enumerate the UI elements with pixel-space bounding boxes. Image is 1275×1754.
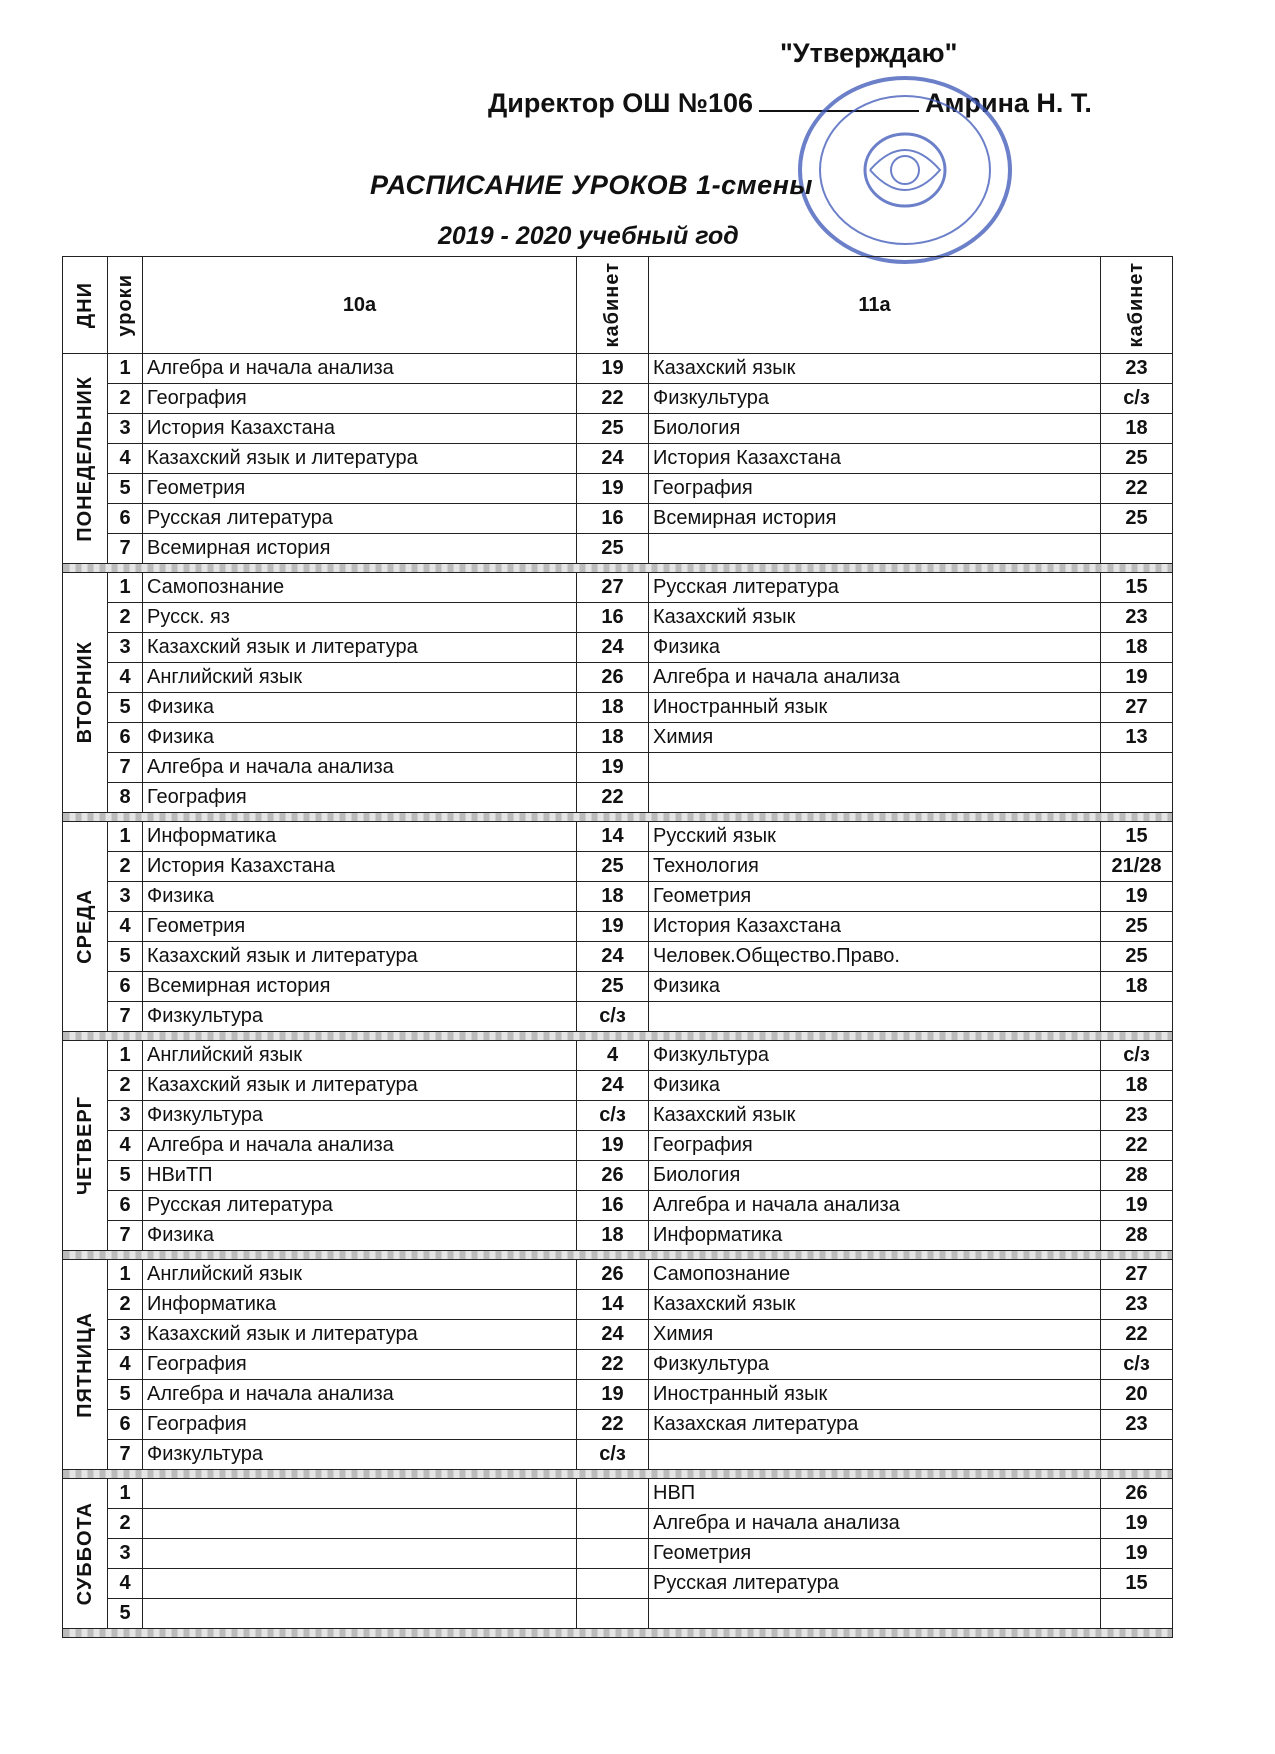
subject-10a: Информатика [143, 822, 577, 852]
subject-10a: Физкультура [143, 1440, 577, 1470]
room-11a [1101, 534, 1173, 564]
table-row [63, 1290, 1173, 1320]
table-row [63, 633, 1173, 663]
room-10a: 22 [577, 384, 649, 414]
table-row [63, 1101, 1173, 1131]
room-10a: 25 [577, 414, 649, 444]
lesson-number: 7 [108, 1440, 143, 1470]
day-separator [63, 1470, 1173, 1479]
table-row [63, 693, 1173, 723]
subject-10a: Русская литература [143, 1191, 577, 1221]
lesson-number: 4 [108, 1569, 143, 1599]
room-10a [577, 1539, 649, 1569]
room-10a: 4 [577, 1041, 649, 1071]
room-11a: 25 [1101, 942, 1173, 972]
table-row [63, 1440, 1173, 1470]
table-row [63, 1569, 1173, 1599]
subject-11a: Физика [649, 1071, 1101, 1101]
lesson-number: 7 [108, 1221, 143, 1251]
room-11a: 28 [1101, 1161, 1173, 1191]
table-row [63, 663, 1173, 693]
subject-10a [143, 1479, 577, 1509]
room-10a [577, 1509, 649, 1539]
table-row [63, 414, 1173, 444]
subject-11a: Иностранный язык [649, 1380, 1101, 1410]
lesson-number: 5 [108, 693, 143, 723]
room-10a: 22 [577, 1350, 649, 1380]
table-row [63, 912, 1173, 942]
subject-10a: Казахский язык и литература [143, 444, 577, 474]
lesson-number: 3 [108, 1320, 143, 1350]
table-row [63, 753, 1173, 783]
approval-heading: "Утверждаю" [780, 38, 958, 68]
lesson-number: 5 [108, 1599, 143, 1629]
subject-10a: География [143, 1410, 577, 1440]
room-11a: 25 [1101, 912, 1173, 942]
day-label: ПЯТНИЦА [63, 1260, 108, 1470]
table-row [63, 1260, 1173, 1290]
table-row [63, 972, 1173, 1002]
table-row [63, 1002, 1173, 1032]
header-row [63, 257, 1173, 354]
director-title: Директор ОШ №106 [488, 88, 753, 118]
subject-11a: Человек.Общество.Право. [649, 942, 1101, 972]
room-10a: 24 [577, 1320, 649, 1350]
subject-10a [143, 1599, 577, 1629]
room-10a: 19 [577, 753, 649, 783]
separator-cell [63, 1629, 1173, 1638]
lesson-number: 7 [108, 1002, 143, 1032]
room-10a: 14 [577, 1290, 649, 1320]
subject-11a: Геометрия [649, 1539, 1101, 1569]
lesson-number: 1 [108, 573, 143, 603]
subject-11a: Технология [649, 852, 1101, 882]
room-10a [577, 1569, 649, 1599]
subject-10a: Алгебра и начала анализа [143, 1380, 577, 1410]
room-11a: 19 [1101, 882, 1173, 912]
subject-10a: Физика [143, 693, 577, 723]
subject-11a: Иностранный язык [649, 693, 1101, 723]
subject-11a [649, 1599, 1101, 1629]
lesson-number: 5 [108, 474, 143, 504]
subject-11a [649, 1002, 1101, 1032]
room-10a: 19 [577, 912, 649, 942]
subject-10a: Геометрия [143, 912, 577, 942]
lesson-number: 6 [108, 972, 143, 1002]
subject-11a: География [649, 1131, 1101, 1161]
day-label: СРЕДА [63, 822, 108, 1032]
room-10a: 19 [577, 1380, 649, 1410]
subject-10a: Физкультура [143, 1002, 577, 1032]
table-row [63, 1380, 1173, 1410]
table-row [63, 354, 1173, 384]
table-row [63, 1479, 1173, 1509]
lesson-number: 4 [108, 1131, 143, 1161]
room-10a: 25 [577, 852, 649, 882]
room-11a: 18 [1101, 633, 1173, 663]
lesson-number: 4 [108, 912, 143, 942]
lesson-number: 6 [108, 1191, 143, 1221]
table-row [63, 942, 1173, 972]
separator-cell [63, 1032, 1173, 1041]
lesson-number: 5 [108, 1161, 143, 1191]
table-row [63, 504, 1173, 534]
subject-11a: Алгебра и начала анализа [649, 1509, 1101, 1539]
subject-11a: История Казахстана [649, 444, 1101, 474]
room-11a: 23 [1101, 603, 1173, 633]
subject-11a: Казахский язык [649, 1101, 1101, 1131]
room-10a: 16 [577, 603, 649, 633]
lesson-number: 5 [108, 1380, 143, 1410]
subject-11a [649, 534, 1101, 564]
lesson-number: 3 [108, 414, 143, 444]
room-11a: 19 [1101, 1539, 1173, 1569]
lesson-number: 1 [108, 354, 143, 384]
room-11a: 23 [1101, 354, 1173, 384]
day-separator [63, 813, 1173, 822]
separator-cell [63, 1470, 1173, 1479]
room-11a: 28 [1101, 1221, 1173, 1251]
lesson-number: 4 [108, 663, 143, 693]
subject-10a: География [143, 783, 577, 813]
room-11a: 25 [1101, 504, 1173, 534]
table-row [63, 603, 1173, 633]
subject-10a: Алгебра и начала анализа [143, 753, 577, 783]
subject-10a: Русск. яз [143, 603, 577, 633]
lesson-number: 6 [108, 723, 143, 753]
room-11a: 22 [1101, 1320, 1173, 1350]
subject-10a: Казахский язык и литература [143, 633, 577, 663]
room-10a: 19 [577, 354, 649, 384]
table-row [63, 1131, 1173, 1161]
lesson-number: 1 [108, 1479, 143, 1509]
subject-10a: Казахский язык и литература [143, 1320, 577, 1350]
day-label: ПОНЕДЕЛЬНИК [63, 354, 108, 564]
room-10a: 18 [577, 723, 649, 753]
subject-11a: Биология [649, 1161, 1101, 1191]
room-10a: 19 [577, 1131, 649, 1161]
class-10a-header: 10а [143, 257, 577, 354]
room-10a: с/з [577, 1002, 649, 1032]
room-10a: с/з [577, 1440, 649, 1470]
room-10a: 26 [577, 1161, 649, 1191]
subject-11a: НВП [649, 1479, 1101, 1509]
subject-10a: Информатика [143, 1290, 577, 1320]
room-10a: 24 [577, 942, 649, 972]
room-10a: 22 [577, 1410, 649, 1440]
subject-11a: Химия [649, 723, 1101, 753]
room-11a: с/з [1101, 384, 1173, 414]
lesson-number: 3 [108, 633, 143, 663]
day-label: ЧЕТВЕРГ [63, 1041, 108, 1251]
separator-cell [63, 564, 1173, 573]
lesson-number: 8 [108, 783, 143, 813]
subject-10a [143, 1539, 577, 1569]
subject-10a: История Казахстана [143, 852, 577, 882]
room-11a: 15 [1101, 822, 1173, 852]
room-10a: 24 [577, 444, 649, 474]
lesson-number: 4 [108, 1350, 143, 1380]
room-11a: 23 [1101, 1290, 1173, 1320]
subject-11a: Казахский язык [649, 1290, 1101, 1320]
subject-11a: Физкультура [649, 1350, 1101, 1380]
subject-11a: Химия [649, 1320, 1101, 1350]
subject-10a: География [143, 384, 577, 414]
day-separator [63, 564, 1173, 573]
room-10a: 14 [577, 822, 649, 852]
subject-10a: Английский язык [143, 1041, 577, 1071]
table-row [63, 1350, 1173, 1380]
lesson-number: 1 [108, 822, 143, 852]
academic-year: 2019 - 2020 учебный год [438, 222, 739, 250]
room-10a: 25 [577, 972, 649, 1002]
subject-11a: Алгебра и начала анализа [649, 1191, 1101, 1221]
subject-10a: Казахский язык и литература [143, 1071, 577, 1101]
subject-10a: География [143, 1350, 577, 1380]
room-10a [577, 1599, 649, 1629]
subject-11a: Физика [649, 633, 1101, 663]
lesson-number: 6 [108, 1410, 143, 1440]
room-10a: с/з [577, 1101, 649, 1131]
table-row [63, 822, 1173, 852]
room-10a: 25 [577, 534, 649, 564]
lesson-number: 5 [108, 942, 143, 972]
subject-11a: Русский язык [649, 822, 1101, 852]
table-row [63, 1041, 1173, 1071]
room-11a: 19 [1101, 663, 1173, 693]
room-11a [1101, 753, 1173, 783]
room-11a: 21/28 [1101, 852, 1173, 882]
table-row [63, 1509, 1173, 1539]
subject-10a [143, 1509, 577, 1539]
subject-10a: Самопознание [143, 573, 577, 603]
table-row [63, 723, 1173, 753]
room-10a: 22 [577, 783, 649, 813]
room-10a: 18 [577, 693, 649, 723]
subject-11a: История Казахстана [649, 912, 1101, 942]
subject-11a: Русская литература [649, 573, 1101, 603]
room-11a: 15 [1101, 1569, 1173, 1599]
subject-10a: Алгебра и начала анализа [143, 354, 577, 384]
table-row [63, 1221, 1173, 1251]
lesson-number: 6 [108, 504, 143, 534]
room-11a: 27 [1101, 1260, 1173, 1290]
subject-11a [649, 783, 1101, 813]
day-label: СУББОТА [63, 1479, 108, 1629]
room-11a: 18 [1101, 414, 1173, 444]
room-column-header-11a: кабинет [1101, 257, 1173, 354]
lesson-number: 2 [108, 1071, 143, 1101]
official-seal-stamp [790, 70, 1020, 270]
subject-10a: Всемирная история [143, 972, 577, 1002]
subject-11a: Геометрия [649, 882, 1101, 912]
lesson-number: 2 [108, 1509, 143, 1539]
subject-10a: Физкультура [143, 1101, 577, 1131]
subject-10a [143, 1569, 577, 1599]
subject-11a: Физкультура [649, 384, 1101, 414]
day-label: ВТОРНИК [63, 573, 108, 813]
room-10a: 18 [577, 1221, 649, 1251]
room-11a: 22 [1101, 1131, 1173, 1161]
subject-10a: НВиТП [143, 1161, 577, 1191]
lessons-column-header: уроки [108, 257, 143, 354]
table-row [63, 1539, 1173, 1569]
room-10a: 24 [577, 1071, 649, 1101]
room-10a: 24 [577, 633, 649, 663]
room-11a: 22 [1101, 474, 1173, 504]
subject-11a: Информатика [649, 1221, 1101, 1251]
subject-10a: Английский язык [143, 663, 577, 693]
table-row [63, 474, 1173, 504]
subject-10a: Всемирная история [143, 534, 577, 564]
subject-10a: Английский язык [143, 1260, 577, 1290]
lesson-number: 1 [108, 1260, 143, 1290]
subject-11a: Физкультура [649, 1041, 1101, 1071]
room-10a: 26 [577, 1260, 649, 1290]
room-11a: с/з [1101, 1350, 1173, 1380]
class-11a-header: 11а [649, 257, 1101, 354]
day-separator [63, 1032, 1173, 1041]
table-row [63, 783, 1173, 813]
separator-cell [63, 1251, 1173, 1260]
table-row [63, 1599, 1173, 1629]
room-11a: 25 [1101, 444, 1173, 474]
room-11a: 18 [1101, 972, 1173, 1002]
lesson-number: 3 [108, 1539, 143, 1569]
table-row [63, 1161, 1173, 1191]
days-column-header: ДНИ [63, 257, 108, 354]
subject-11a: Самопознание [649, 1260, 1101, 1290]
room-column-header-10a: кабинет [577, 257, 649, 354]
lesson-number: 2 [108, 852, 143, 882]
room-10a [577, 1479, 649, 1509]
room-11a: 18 [1101, 1071, 1173, 1101]
room-11a: 13 [1101, 723, 1173, 753]
room-11a: 15 [1101, 573, 1173, 603]
room-10a: 26 [577, 663, 649, 693]
room-11a [1101, 783, 1173, 813]
table-row [63, 1191, 1173, 1221]
room-10a: 16 [577, 1191, 649, 1221]
room-11a: 26 [1101, 1479, 1173, 1509]
table-row [63, 1410, 1173, 1440]
room-10a: 27 [577, 573, 649, 603]
subject-10a: Геометрия [143, 474, 577, 504]
day-separator [63, 1629, 1173, 1638]
separator-cell [63, 813, 1173, 822]
room-11a: 23 [1101, 1410, 1173, 1440]
subject-10a: История Казахстана [143, 414, 577, 444]
room-11a: 27 [1101, 693, 1173, 723]
room-11a [1101, 1440, 1173, 1470]
room-11a [1101, 1599, 1173, 1629]
table-row [63, 882, 1173, 912]
subject-10a: Казахский язык и литература [143, 942, 577, 972]
subject-11a [649, 753, 1101, 783]
document-title: РАСПИСАНИЕ УРОКОВ 1-смены [370, 170, 813, 200]
room-10a: 16 [577, 504, 649, 534]
subject-11a: Всемирная история [649, 504, 1101, 534]
table-row [63, 1071, 1173, 1101]
subject-10a: Физика [143, 882, 577, 912]
table-row [63, 852, 1173, 882]
subject-11a [649, 1440, 1101, 1470]
subject-11a: Казахский язык [649, 603, 1101, 633]
room-10a: 18 [577, 882, 649, 912]
table-row [63, 1320, 1173, 1350]
room-11a: с/з [1101, 1041, 1173, 1071]
room-11a: 19 [1101, 1191, 1173, 1221]
subject-10a: Физика [143, 723, 577, 753]
lesson-number: 3 [108, 882, 143, 912]
table-row [63, 384, 1173, 414]
room-11a [1101, 1002, 1173, 1032]
lesson-number: 7 [108, 753, 143, 783]
day-separator [63, 1251, 1173, 1260]
subject-11a: Казахская литература [649, 1410, 1101, 1440]
table-row [63, 534, 1173, 564]
table-row [63, 444, 1173, 474]
lesson-number: 7 [108, 534, 143, 564]
subject-11a: Алгебра и начала анализа [649, 663, 1101, 693]
schedule-table [62, 256, 1173, 1638]
subject-11a: Русская литература [649, 1569, 1101, 1599]
director-name: Амрина Н. Т. [925, 88, 1092, 118]
lesson-number: 1 [108, 1041, 143, 1071]
lesson-number: 4 [108, 444, 143, 474]
room-11a: 20 [1101, 1380, 1173, 1410]
subject-10a: Физика [143, 1221, 577, 1251]
table-row [63, 573, 1173, 603]
subject-10a: Алгебра и начала анализа [143, 1131, 577, 1161]
subject-11a: Физика [649, 972, 1101, 1002]
lesson-number: 2 [108, 603, 143, 633]
room-11a: 19 [1101, 1509, 1173, 1539]
subject-10a: Русская литература [143, 504, 577, 534]
subject-11a: География [649, 474, 1101, 504]
lesson-number: 2 [108, 384, 143, 414]
subject-11a: Казахский язык [649, 354, 1101, 384]
room-11a: 23 [1101, 1101, 1173, 1131]
lesson-number: 2 [108, 1290, 143, 1320]
room-10a: 19 [577, 474, 649, 504]
lesson-number: 3 [108, 1101, 143, 1131]
subject-11a: Биология [649, 414, 1101, 444]
